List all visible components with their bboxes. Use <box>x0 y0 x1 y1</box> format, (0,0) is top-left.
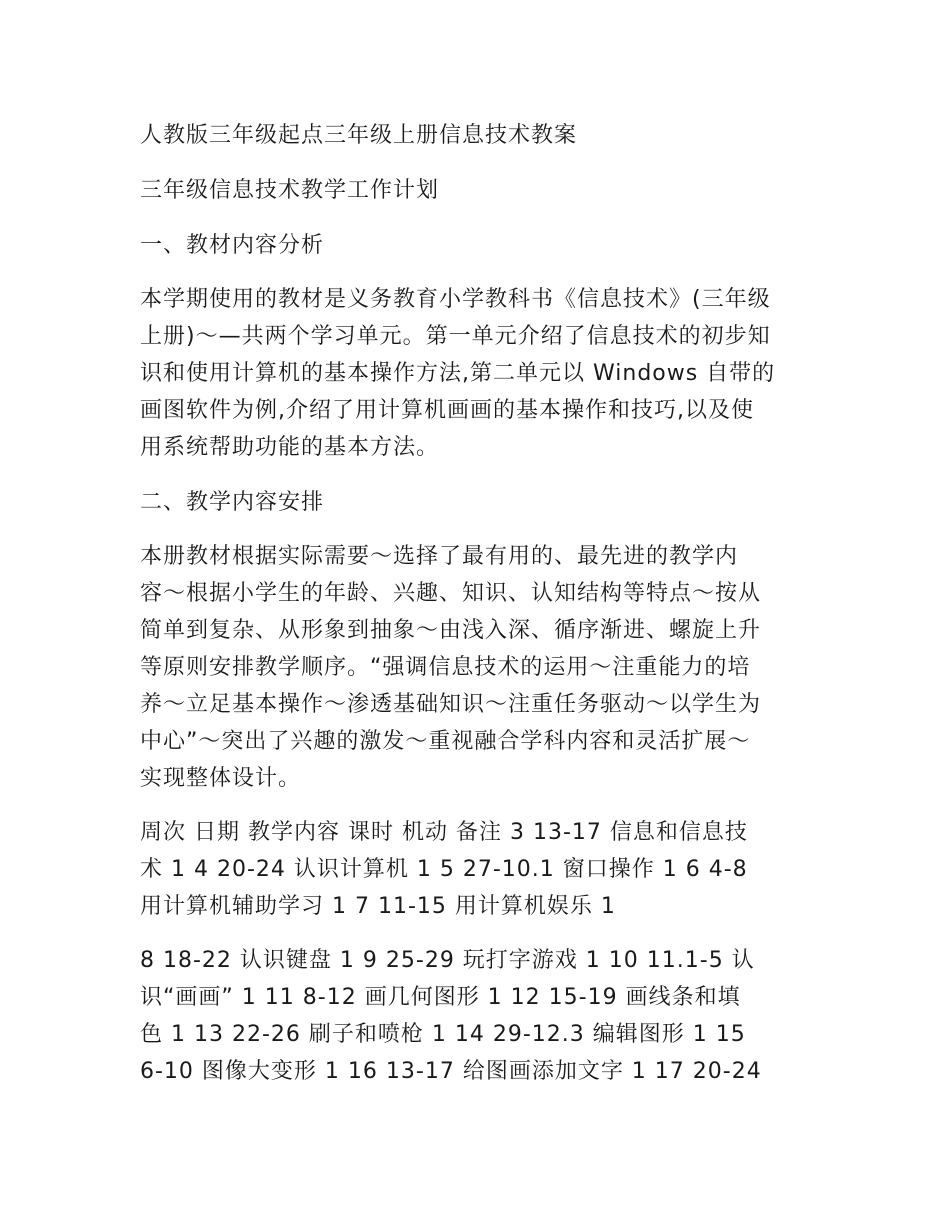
schedule-line: 8 18-22 认识键盘 1 9 25-29 玩打字游戏 1 10 11.1-5 认 <box>140 948 755 973</box>
schedule-line: 用计算机辅助学习 1 7 11-15 用计算机娱乐 1 <box>140 894 616 919</box>
paragraph-line: 简单到复杂、从形象到抽象～由浅入深、循序渐进、螺旋上升 <box>140 618 762 643</box>
paragraph-content-arrangement <box>140 538 812 797</box>
schedule-text-part1 <box>140 814 812 925</box>
schedule-line: 6-10 图像大变形 1 16 13-17 给图画添加文字 1 17 20-24 <box>140 1059 762 1084</box>
document-title: 人教版三年级起点三年级上册信息技术教案 <box>140 123 578 148</box>
paragraph-materials-analysis <box>140 281 812 466</box>
document-body <box>140 116 812 1107</box>
paragraph-line: 实现整体设计。 <box>140 766 302 791</box>
schedule-text-part2 <box>140 942 812 1090</box>
paragraph-line: 画图软件为例,介绍了用计算机画画的基本操作和技巧,以及使 <box>140 398 754 423</box>
schedule-line: 术 1 4 20-24 认识计算机 1 5 27-10.1 窗口操作 1 6 4-8 <box>140 857 748 882</box>
section-heading-materials: 一、教材内容分析 <box>140 233 325 258</box>
schedule-line: 色 1 13 22-26 刷子和喷枪 1 14 29-12.3 编辑图形 1 15 <box>140 1022 746 1047</box>
paragraph-line: 容～根据小学生的年龄、兴趣、知识、认知结构等特点～按从 <box>140 581 762 606</box>
section-heading-arrangement: 二、教学内容安排 <box>140 490 325 515</box>
paragraph-line: 上册)～—共两个学习单元。第一单元介绍了信息技术的初步知 <box>140 324 771 349</box>
paragraph-line: 用系统帮助功能的基本方法。 <box>140 435 440 460</box>
schedule-line: 识“画画” 1 11 8-12 画几何图形 1 12 15-19 画线条和填 <box>140 985 741 1010</box>
schedule-line: 周次 日期 教学内容 课时 机动 备注 3 13-17 信息和信息技 <box>140 820 748 845</box>
paragraph-line: 识和使用计算机的基本操作方法,第二单元以 Windows 自带的 <box>140 361 776 386</box>
paragraph-line: 养～立足基本操作～渗透基础知识～注重任务驱动～以学生为 <box>140 692 762 717</box>
paragraph-line: 本学期使用的教材是义务教育小学教科书《信息技术》(三年级 <box>140 287 771 312</box>
paragraph-line: 中心”～突出了兴趣的激发～重视融合学科内容和灵活扩展～ <box>140 729 751 754</box>
paragraph-line: 等原则安排教学顺序。“强调信息技术的运用～注重能力的培 <box>140 655 751 680</box>
document-subtitle: 三年级信息技术教学工作计划 <box>140 178 440 203</box>
paragraph-line: 本册教材根据实际需要～选择了最有用的、最先进的教学内 <box>140 544 739 569</box>
